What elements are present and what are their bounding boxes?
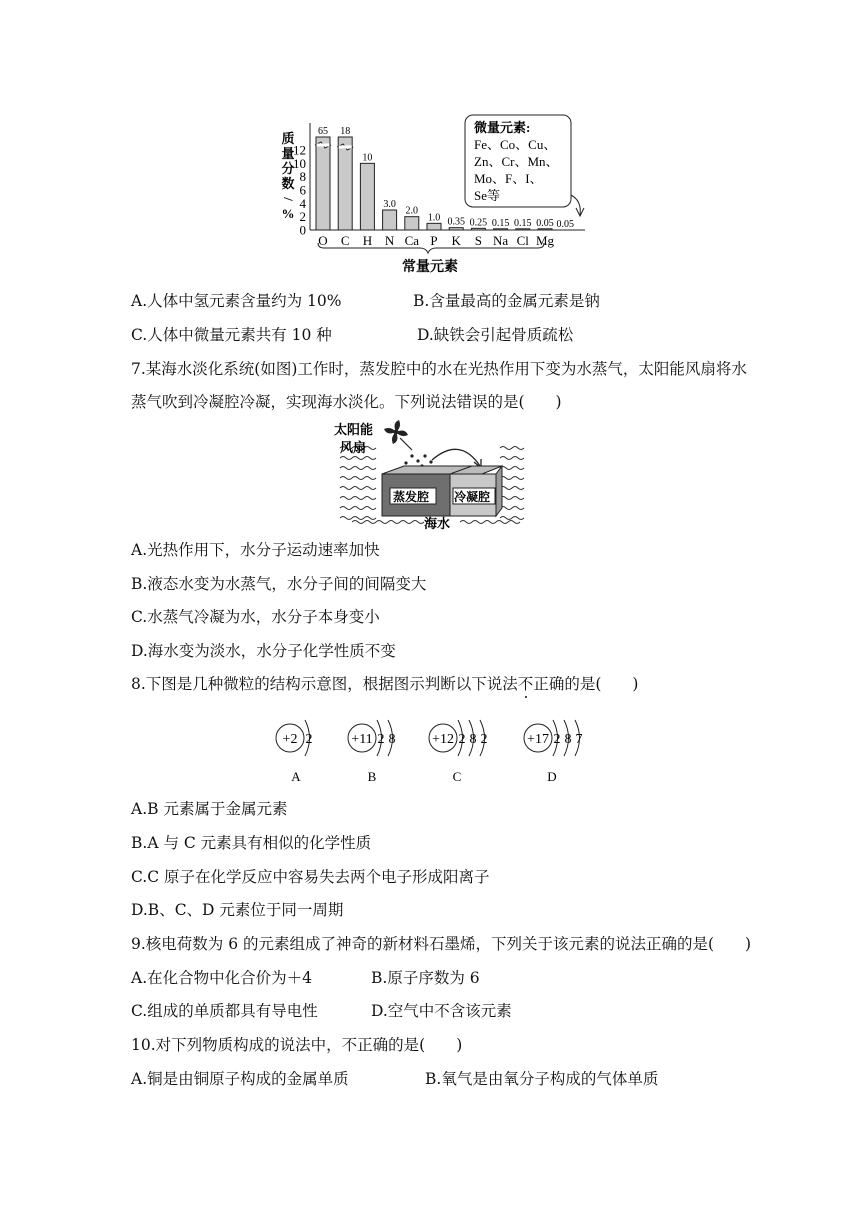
bar-C <box>338 137 352 230</box>
break-gap <box>339 146 352 149</box>
bar-value-label: 0.15 <box>514 217 532 229</box>
wave-mark <box>512 477 524 480</box>
y-tick-label: 6 <box>299 182 306 198</box>
box-top <box>382 466 502 474</box>
q10-option-b: B.氧气是由氧分子构成的气体单质 <box>425 1070 659 1088</box>
q7-stem-line-2: 蒸气吹到冷凝腔冷凝，实现海水淡化。下列说法错误的是( ) <box>131 393 562 411</box>
wave-mark <box>512 517 524 520</box>
shell-electron-count: 8 <box>564 732 572 747</box>
wave-mark <box>340 517 352 520</box>
q6-option-a: A.人体中氢元素含量约为 10% <box>131 292 342 310</box>
diagram-label: A <box>291 769 301 784</box>
bar-O <box>316 137 330 230</box>
bar-H <box>360 163 374 230</box>
x-tick-label: Ca <box>404 233 420 248</box>
element-content-chart <box>260 105 600 285</box>
wave-mark <box>364 467 376 470</box>
x-tick-label: C <box>340 233 350 248</box>
sea-label: 海水 <box>424 516 451 530</box>
wave-mark <box>364 457 376 460</box>
q9-option-a: A.在化合物中化合价为＋4 <box>131 969 312 987</box>
bar-value-label: 65 <box>318 126 328 137</box>
q6-option-d: D.缺铁会引起骨质疏松 <box>417 326 574 344</box>
cond-label: 冷凝腔 <box>454 490 491 504</box>
ylabel-char: 量 <box>281 146 295 161</box>
q7-option-a: A.光热作用下，水分子运动速率加快 <box>131 541 380 559</box>
q8-option-b: B.A 与 C 元素具有相似的化学性质 <box>131 834 372 852</box>
y-tick-label: 0 <box>299 222 306 238</box>
wave-mark <box>460 521 472 524</box>
fan-icon <box>384 420 412 450</box>
ylabel-char: % <box>281 206 295 221</box>
wave-mark <box>352 521 364 524</box>
wave-mark <box>352 497 364 500</box>
bar-K <box>449 228 463 230</box>
extra-value-label: 0.05 <box>556 219 574 230</box>
atomic-structure-diagrams <box>268 706 608 788</box>
wave-mark <box>512 447 524 450</box>
wave-mark <box>352 467 364 470</box>
brace-label: 常量元素 <box>402 260 458 275</box>
wave-mark <box>412 521 424 524</box>
wave-mark <box>352 487 364 490</box>
q8-stem-pre: 8.下图是几种微粒的结构示意图，根据图示判断以下说法 <box>131 675 518 693</box>
trace-box-line: Mo、F、I、 <box>474 171 543 186</box>
wave-mark <box>364 521 376 524</box>
wave-mark <box>512 487 524 490</box>
y-tick-label: 12 <box>293 142 306 158</box>
diagram-label: C <box>452 769 462 784</box>
shell-electron-count: 2 <box>377 732 385 747</box>
trace-box-line: Fe、Co、Cu、 <box>474 137 557 152</box>
x-tick-label: Na <box>493 233 509 248</box>
x-tick-label: O <box>318 233 328 248</box>
atom-diagram-D <box>524 720 583 784</box>
bar-N <box>383 210 397 230</box>
q8-option-d: D.B、C、D 元素位于同一周期 <box>131 901 344 919</box>
wave-mark <box>472 521 484 524</box>
wave-mark <box>352 517 364 520</box>
desalination-figure <box>332 418 532 530</box>
wave-mark <box>340 507 352 510</box>
wave-mark <box>508 521 520 524</box>
q10-option-a: A.铜是由铜原子构成的金属单质 <box>131 1070 349 1088</box>
diagram-label: B <box>367 769 377 784</box>
q9-stem: 9.核电荷数为 6 的元素组成了神奇的新材料石墨烯，下列关于该元素的说法正确的是( ) <box>131 935 752 953</box>
wave-mark <box>364 487 376 490</box>
x-tick-label: Mg <box>535 233 555 248</box>
ylabel-char: 数 <box>281 176 295 191</box>
bar-P <box>427 223 441 230</box>
wave-mark <box>352 457 364 460</box>
x-tick-label: N <box>384 233 395 248</box>
diagram-label: D <box>547 769 557 784</box>
wave-mark <box>376 521 388 524</box>
shell-electron-count: 2 <box>553 732 561 747</box>
wave-mark <box>388 521 400 524</box>
atom-diagram-A <box>276 720 313 784</box>
q7-option-d: D.海水变为淡水，水分子化学性质不变 <box>131 642 396 660</box>
q9-option-d: D.空气中不含该元素 <box>371 1002 512 1020</box>
y-tick-label: 10 <box>293 155 306 171</box>
trace-box-title: 微量元素: <box>474 120 531 135</box>
wave-mark <box>352 507 364 510</box>
bar-Ca <box>405 217 419 230</box>
atom-diagram-C <box>429 720 488 784</box>
bar-S <box>471 228 485 230</box>
wave-mark <box>400 521 412 524</box>
bar-value-label: 3.0 <box>383 199 396 210</box>
q7-option-b: B.液态水变为水蒸气，水分子间的间隔变大 <box>131 575 427 593</box>
wave-mark <box>512 507 524 510</box>
fan-label-1: 太阳能 <box>334 422 374 437</box>
shell-electron-count: 2 <box>480 732 488 747</box>
q8-option-a: A.B 元素属于金属元素 <box>131 800 288 818</box>
nucleus-charge: +12 <box>432 732 454 747</box>
wave-mark <box>340 497 352 500</box>
bar-value-label: 0.15 <box>491 217 510 229</box>
vapor-arrow <box>432 449 480 466</box>
q7-option-c: C.水蒸气冷凝为水，水分子本身变小 <box>131 608 380 626</box>
wave-mark <box>512 457 524 460</box>
wave-mark <box>500 457 512 460</box>
nucleus-charge: +11 <box>351 732 373 747</box>
bar-Cl <box>516 229 530 230</box>
bar-Na <box>494 229 508 230</box>
wave-mark <box>364 517 376 520</box>
atom-diagram-B <box>348 720 396 784</box>
x-tick-label: S <box>474 233 483 248</box>
x-tick-label: Cl <box>516 233 529 248</box>
wave-mark <box>512 467 524 470</box>
y-tick-label: 2 <box>299 209 306 225</box>
x-tick-label: K <box>451 233 461 248</box>
wave-mark <box>500 517 512 520</box>
wave-mark <box>364 497 376 500</box>
shell-electron-count: 2 <box>305 732 313 747</box>
q9-option-b: B.原子序数为 6 <box>371 969 480 987</box>
wave-mark <box>340 467 352 470</box>
q8-stem-post: 正确的是( ) <box>533 675 639 693</box>
y-tick-label: 8 <box>299 169 306 185</box>
wave-mark <box>512 497 524 500</box>
evap-label: 蒸发腔 <box>393 490 430 504</box>
shell-electron-count: 7 <box>575 732 583 747</box>
shell-electron-count: 8 <box>388 732 396 747</box>
y-tick-label: 4 <box>299 195 306 211</box>
box-arrow <box>571 195 580 215</box>
q7-stem-line-1: 7.某海水淡化系统(如图)工作时，蒸发腔中的水在光热作用下变为水蒸气，太阳能风扇将水 <box>131 360 747 378</box>
fan-label-2: 风扇 <box>340 440 367 455</box>
q6-option-b: B.含量最高的金属元素是钠 <box>413 292 600 310</box>
bar-value-label: 2.0 <box>405 205 419 217</box>
wave-mark <box>340 457 352 460</box>
bar-value-label: 0.25 <box>469 217 488 229</box>
x-tick-label: H <box>362 233 373 248</box>
bar-value-label: 18 <box>340 126 351 137</box>
wave-mark <box>500 447 512 450</box>
ylabel-char: 分 <box>281 161 295 176</box>
break-gap <box>317 144 330 147</box>
bar-value-label: 10 <box>362 152 373 164</box>
x-tick-label: P <box>430 233 438 248</box>
wave-mark <box>340 477 352 480</box>
q6-option-c: C.人体中微量元素共有 10 种 <box>131 326 332 344</box>
bar-value-label: 1.0 <box>427 212 441 224</box>
wave-mark <box>352 477 364 480</box>
trace-box-line: Zn、Cr、Mn、 <box>474 154 559 169</box>
trace-box-line: Se等 <box>474 188 501 203</box>
box-side <box>496 466 502 516</box>
nucleus-charge: +2 <box>282 732 298 747</box>
q8-option-c: C.C 原子在化学反应中容易失去两个电子形成阳离子 <box>131 868 490 886</box>
wave-mark <box>484 521 496 524</box>
wave-mark <box>364 477 376 480</box>
wave-mark <box>496 521 508 524</box>
ylabel-char: / <box>281 197 296 201</box>
nucleus-charge: +17 <box>527 732 549 747</box>
bar-Mg <box>538 229 552 230</box>
q8-stem-emphasis: 不 <box>517 675 534 693</box>
shell-electron-count: 2 <box>458 732 466 747</box>
q9-option-c: C.组成的单质都具有导电性 <box>131 1002 318 1020</box>
wave-mark <box>364 507 376 510</box>
q10-stem: 10.对下列物质构成的说法中，不正确的是( ) <box>131 1036 463 1054</box>
shell-electron-count: 8 <box>469 732 477 747</box>
wave-mark <box>340 487 352 490</box>
q8-stem <box>131 674 638 694</box>
bar-value-label: 0.35 <box>447 216 465 228</box>
ylabel-char: 质 <box>281 131 295 146</box>
bar-value-label: 0.05 <box>536 217 554 229</box>
